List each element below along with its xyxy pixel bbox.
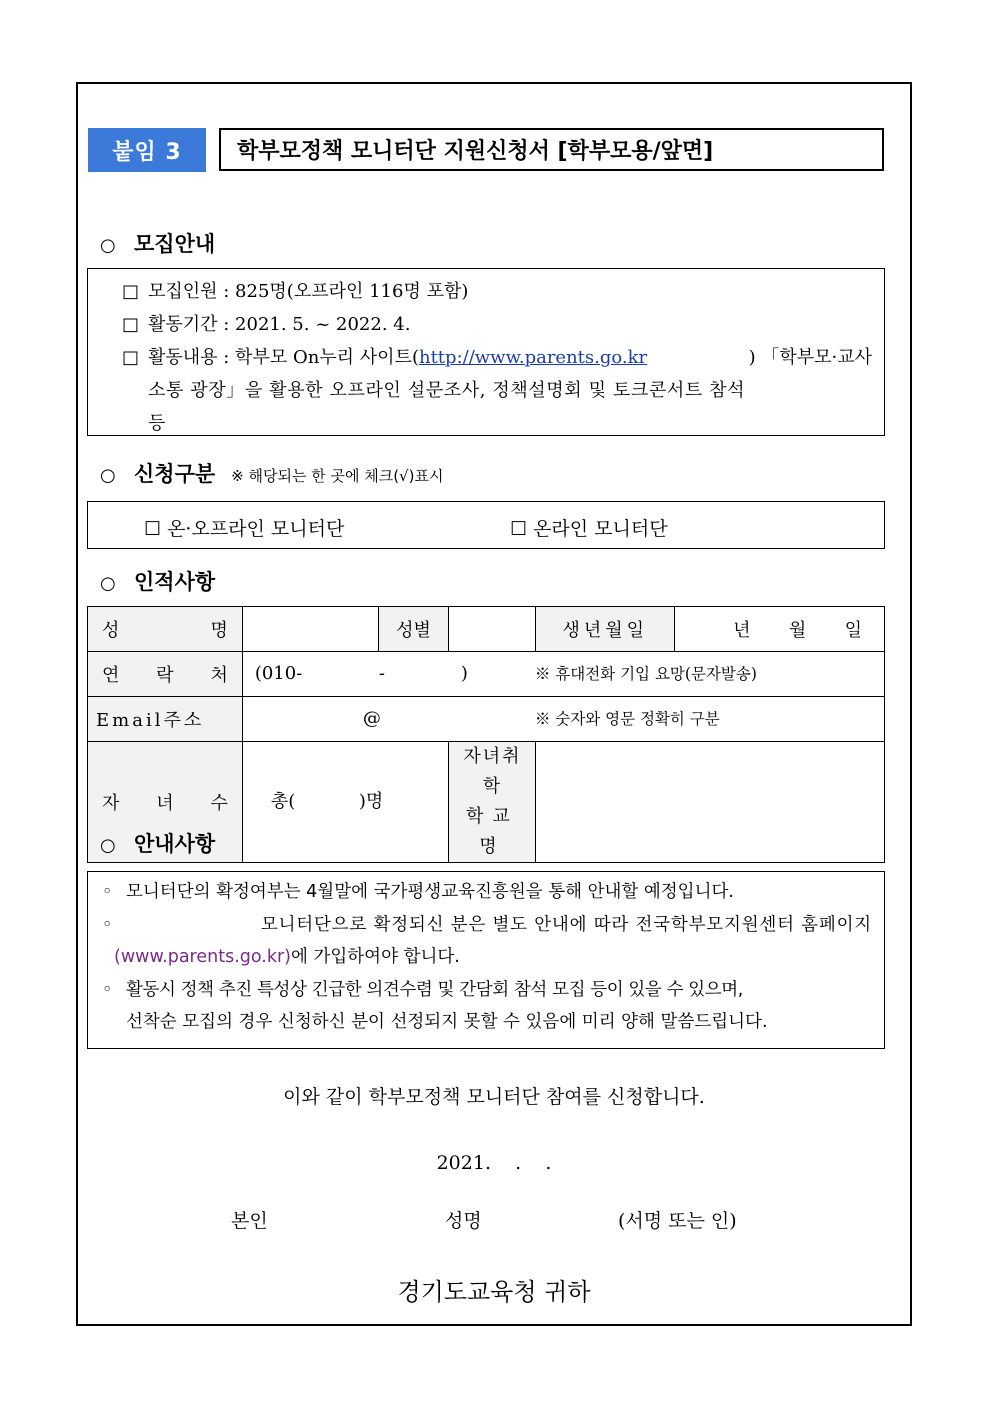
table-row: [88, 652, 885, 697]
children-label: 자 녀 수: [88, 742, 243, 863]
notice-item-cont: (www.parents.go.kr)에 가입하여야 합니다.: [114, 947, 460, 967]
email-note: ※ 숫자와 영문 정확히 구분: [534, 710, 720, 728]
option-online-offline[interactable]: ☐ 온·오프라인 모니터단: [144, 518, 345, 540]
recipient: 경기도교육청 귀하: [397, 1278, 591, 1306]
notice-item: ◦ 활동시 정책 추진 특성상 긴급한 의견수렴 및 간담회 참석 모집 등이 있을 수 있으며,: [102, 974, 872, 1007]
apply-box: [87, 501, 885, 549]
notice-heading: [100, 828, 215, 858]
document-title-text: 학부모정책 모니터단 지원신청서 [학부모용/앞면]: [237, 139, 714, 164]
school-label: 자녀취학 학교명: [449, 742, 536, 863]
table-row: [88, 607, 885, 652]
square-bullet-icon: □: [122, 347, 140, 368]
personal-info-table: [87, 606, 885, 863]
small-circle-bullet-icon: ◦: [102, 979, 113, 1000]
recruit-item-activity: □ 활동내용 : 학부모 On누리 사이트(http://www.parents.go.kr ) 「학부모·교사: [122, 341, 872, 374]
name-label: 성 명: [88, 607, 243, 652]
signer-name-label: 성명: [445, 1210, 482, 1232]
children-count-field[interactable]: 총( )명: [242, 742, 449, 863]
notice-item-cont: 선착순 모집의 경우 신청하신 분이 선정되지 못할 수 있음에 미리 양해 말씀드립니다.: [126, 1012, 768, 1032]
gender-label: 성별: [378, 607, 449, 652]
circle-bullet-icon: ○: [100, 465, 116, 486]
attachment-badge: 붙임 3: [88, 128, 206, 172]
self-label: 본인: [231, 1210, 268, 1232]
document-title: [219, 128, 884, 171]
small-circle-bullet-icon: ◦: [102, 914, 113, 935]
birth-label: 생년월일: [536, 607, 675, 652]
table-row: [88, 697, 885, 742]
notice-box: [87, 871, 885, 1049]
recruit-heading-text: 모집안내: [134, 232, 216, 256]
checkbox-icon[interactable]: ☐: [144, 518, 168, 540]
notice-item: ◦ 모니터단의 확정여부는 4월말에 국가평생교육진흥원을 통해 안내할 예정입니다.: [102, 876, 872, 909]
notice-heading-text: 안내사항: [134, 832, 216, 856]
contact-note: ※ 휴대전화 기입 요망(문자발송): [534, 665, 757, 683]
recruit-item-activity-cont: 소통 광장」을 활용한 오프라인 설문조사, 정책설명회 및 토크콘서트 참석: [148, 380, 746, 401]
parents-site-link[interactable]: http://www.parents.go.kr: [418, 347, 648, 368]
personal-heading: [100, 566, 215, 596]
recruit-item-activity-end: 등: [148, 413, 166, 434]
checkbox-icon[interactable]: ☐: [510, 518, 534, 540]
name-field[interactable]: [242, 607, 378, 652]
email-label: Email주소: [88, 697, 243, 742]
square-bullet-icon: □: [122, 314, 140, 335]
contact-field[interactable]: (010- - ) ※ 휴대전화 기입 요망(문자발송): [242, 652, 884, 697]
notice-item: ◦ 모니터단으로 확정되신 분은 별도 안내에 따라 전국학부모지원센터 홈페이지: [102, 909, 872, 942]
signature-label: (서명 또는 인): [618, 1210, 737, 1232]
small-circle-bullet-icon: ◦: [102, 882, 113, 902]
birth-field[interactable]: 년 월 일: [675, 607, 885, 652]
apply-note: ※ 해당되는 한 곳에 체크(√)표시: [231, 467, 444, 485]
parents-site-link[interactable]: (www.parents.go.kr): [114, 947, 291, 967]
option-online[interactable]: ☐ 온라인 모니터단: [510, 518, 668, 540]
recruit-box: [87, 268, 885, 436]
recruit-item: □ 모집인원 : 825명(오프라인 116명 포함): [122, 275, 872, 308]
apply-heading: [100, 458, 443, 488]
gender-field[interactable]: [449, 607, 536, 652]
application-statement: 이와 같이 학부모정책 모니터단 참여를 신청합니다.: [283, 1086, 705, 1108]
circle-bullet-icon: ○: [100, 573, 116, 594]
circle-bullet-icon: ○: [100, 835, 116, 856]
personal-heading-text: 인적사항: [134, 570, 216, 594]
contact-label: 연 락 처: [88, 652, 243, 697]
recruit-item: □ 활동기간 : 2021. 5. ~ 2022. 4.: [122, 308, 872, 341]
application-date: 2021. . .: [436, 1152, 552, 1174]
email-field[interactable]: @ ※ 숫자와 영문 정확히 구분: [242, 697, 884, 742]
apply-heading-text: 신청구분: [134, 462, 216, 486]
recruit-heading: [100, 228, 215, 258]
school-field[interactable]: [536, 742, 885, 863]
square-bullet-icon: □: [122, 281, 140, 302]
circle-bullet-icon: ○: [100, 235, 116, 256]
